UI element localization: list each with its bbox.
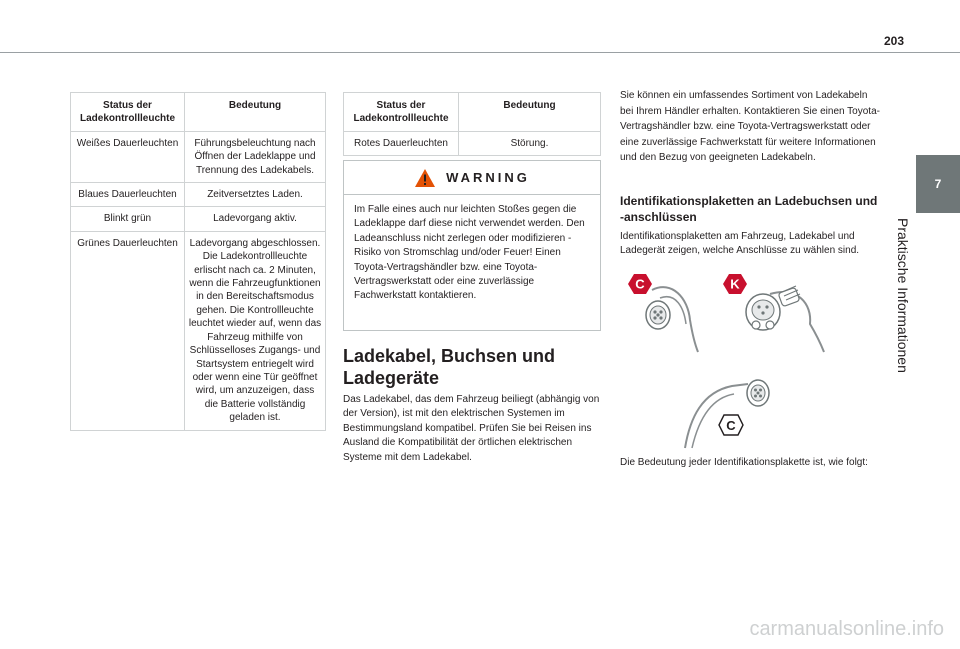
right-intro-text: Sie können ein umfassendes Sortiment von Ladekabeln bei Ihrem Händler erhalten. Kontaktieren Sie einen Toyota-Vertragshändler bzw. eine Toyota-Vertragswerkstatt oder eine zuverlässige Fachwerkstatt für weitere Informationen und den Bezug von geeigneten Ladekabeln. [620,90,880,163]
chapter-number: 7 [934,177,942,191]
section-heading: Ladekabel, Buchsen und Ladegeräte [343,346,556,388]
table-row [344,131,601,155]
badge-c-top [628,274,652,294]
watermark: carmanualsonline.info [749,618,944,640]
warning-text: Im Falle eines auch nur leichten Stoßes gegen die Ladeklappe darf diese nicht verwendet werden. Den Ladeanschluss nicht zerlegen oder modifizieren - Risiko von Stromschlag und/oder Feuer! Einen Toyota-Vertragshändler bzw. eine Toyota-Vertragswerkstatt oder eine zuverlässige Fachwerkstatt kontaktieren. [354,204,585,302]
connector-illustration [620,268,840,454]
type-c-plug-top-illustration [646,287,698,352]
badge-k-letter: K [730,276,740,292]
sub-heading: Identifikationsplaketten an Ladebuchsen und -anschlüssen [620,194,878,224]
meaning-cell: Zeitversetztes Laden. [185,183,326,207]
status-cell: Weißes Dauerleuchten [71,131,185,182]
page-number: 203 [884,34,905,48]
status-cell: Grünes Dauerleuchten [71,231,185,430]
table-row [71,231,326,430]
meaning-cell: Führungsbeleuchtung nach Öffnen der Ladeklappe und Trennung des Ladekabels. [185,131,326,182]
warning-label: WARNING [446,170,530,185]
header-rule [0,52,960,53]
status-cell: Blaues Dauerleuchten [71,183,185,207]
section-text: Das Ladekabel, das dem Fahrzeug beiliegt (abhängig von der Version), ist mit den elektrischen Systemen im Bestimmungsland kompatibel. Prüfen Sie bei Reisen ins Ausland die Kompatibilität der örtlichen elektrischen Systeme mit dem Ladekabel. [343,394,600,463]
badge-c-top-letter: C [635,276,645,292]
type-c-plug-bottom-illustration [685,380,769,448]
table-row [71,207,326,231]
badge-k [723,274,747,294]
table-header-status: Status der Ladekontrollleuchte [71,93,185,132]
meaning-cell: Ladevorgang abgeschlossen. Die Ladekontrollleuchte erlischt nach ca. 2 Minuten, wenn die Fahrzeugfunktionen in den Bereitschaftsmodus gehen. Die Kontrollleuchte leuchtet wieder auf, wenn das Fahrzeug mithilfe von Schlüsselloses Zugangs- und Startsystem entriegelt wird oder wenn eine Tür geöffnet wird, um anzuzeigen, dass die Batterie vollständig geladen ist. [185,231,326,430]
table-row [71,131,326,182]
chapter-title [893,218,917,388]
badge-c-bottom [719,415,743,435]
status-table-left [70,92,326,431]
warning-triangle-icon [414,168,436,188]
table-header-meaning: Bedeutung [185,93,326,132]
sub-text: Identifikationsplaketten am Fahrzeug, Ladekabel und Ladegerät zeigen, welche Anschlüsse zu wählen sind. [620,231,860,257]
type-k-plug-illustration [746,286,824,352]
meaning-cell: Ladevorgang aktiv. [185,207,326,231]
status-table-right [343,92,601,156]
table-header-meaning: Bedeutung [459,93,601,132]
warning-box [343,160,601,331]
status-cell: Rotes Dauerleuchten [344,131,459,155]
table-header-row [71,93,326,132]
badge-c-bottom-letter: C [726,418,736,433]
table-row [71,183,326,207]
warning-header [344,161,600,195]
table-header-status: Status der Ladekontrollleuchte [344,93,459,132]
table-header-row [344,93,601,132]
meaning-cell: Störung. [459,131,601,155]
closing-text: Die Bedeutung jeder Identifikationsplakette ist, wie folgt: [620,457,868,468]
status-cell: Blinkt grün [71,207,185,231]
chapter-tab [916,155,960,213]
chapter-title-text: Praktische Informationen [895,218,911,373]
